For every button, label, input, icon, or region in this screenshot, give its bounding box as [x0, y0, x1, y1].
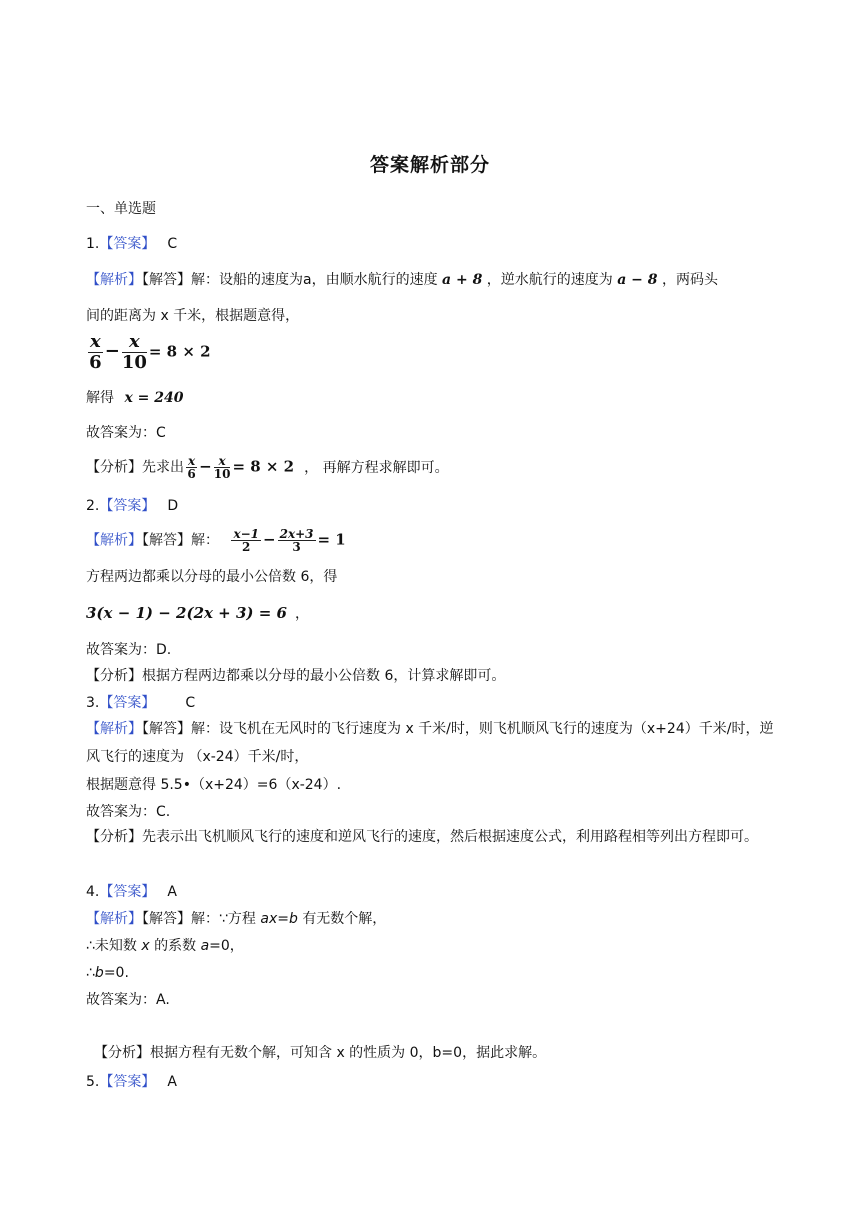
q1-eq-rhs: = 8 × 2: [148, 342, 211, 361]
q3-fenxi-text: 先表示出飞机顺风飞行的速度和逆风飞行的速度，然后根据速度公式，利用路程相等列出方程即可。: [142, 829, 758, 845]
q5-answer-tag: 【答案】: [99, 1074, 156, 1090]
q3-solve-tag: 【解答】: [142, 721, 191, 737]
q2-number: 2.: [86, 498, 100, 514]
q5-number: 5.: [86, 1074, 100, 1090]
q4-line3-b: b: [94, 965, 104, 981]
q4-line2-x: x: [141, 938, 150, 954]
q2-answer: D: [167, 498, 179, 514]
q2-analysis-tag: 【解析】: [86, 532, 142, 549]
q4-line2-a: a: [200, 938, 210, 954]
q4-answer-line: [86, 882, 177, 902]
q1-fenxi-frac2-num: x: [214, 455, 231, 468]
q1-solve-prefix: 解得: [86, 390, 114, 406]
q4-analysis-tag: 【解析】: [86, 911, 142, 927]
q3-fenxi-tag: 【分析】: [86, 829, 142, 845]
q1-fenxi-frac1-num: x: [188, 454, 196, 468]
q1-analysis-line2: 间的距离为 x 千米，根据题意得，: [86, 308, 300, 324]
q1-fenxi-line: [86, 455, 449, 480]
q5-answer: A: [167, 1074, 177, 1090]
q4-analysis-line1: [86, 909, 386, 929]
q2-line3-post: ，: [294, 606, 309, 622]
q4-solve-tag: 【解答】: [142, 911, 191, 927]
q4-text1-pre: 解：∵方程: [191, 911, 256, 927]
q4-fenxi: 根据方程有无数个解，可知含 x 的性质为 0，b=0，据此求解。: [150, 1045, 547, 1061]
q2-analysis-line1: [86, 528, 346, 553]
q1-solve-expr: x = 240: [124, 390, 184, 406]
q4-line2-mid: 的系数: [154, 938, 197, 954]
q4-line2-post: =0，: [209, 938, 244, 954]
q4-text1-post: 有无数个解，: [302, 911, 387, 927]
q2-solve-tag: 【解答】: [142, 532, 191, 549]
q1-fraction-x-over-6: [88, 332, 103, 373]
q3-answer: C: [185, 695, 196, 711]
q2-frac1-num: x−1: [233, 527, 260, 541]
q1-frac2-num: x: [122, 332, 147, 353]
q1-equation: [86, 332, 211, 373]
q3-text: 解：设飞机在无风时的飞行速度为 x 千米/时，则飞机顺风飞行的速度为（x+24）千米/时，逆风飞行的速度为 （x-24）千米/时，: [86, 721, 774, 765]
q2-frac2-num: 2x+3: [279, 527, 314, 541]
q1-solve-line: [86, 388, 184, 408]
q1-answer: C: [167, 236, 178, 252]
q1-fenxi-frac1: [186, 455, 197, 480]
q2-fenxi-line: [86, 666, 505, 686]
q1-fenxi-rhs: = 8 × 2: [232, 457, 295, 476]
q1-fenxi-frac1-den: 6: [187, 467, 196, 481]
q2-fenxi-tag: 【分析】: [86, 668, 142, 684]
q4-conclusion: 故答案为：A.: [86, 992, 170, 1008]
q2-line3-expr: 3(x − 1) − 2(2x + 3) = 6: [86, 604, 287, 622]
q2-rhs: = 1: [317, 530, 346, 549]
q1-expr2: a − 8: [617, 272, 658, 288]
q2-line2: 方程两边都乘以分母的最小公倍数 6，得: [86, 569, 338, 585]
q2-frac1-den: 2: [242, 540, 251, 554]
q2-minus: −: [263, 530, 276, 549]
q3-answer-line: [86, 693, 195, 713]
q3-analysis-tag: 【解析】: [86, 721, 142, 737]
q1-text2: ，逆水航行的速度为: [486, 272, 613, 288]
q1-text1: 解：设船的速度为a，由顺水航行的速度: [191, 272, 438, 288]
q1-frac2-den: 10: [121, 352, 147, 373]
q4-text1-eq: ax=b: [260, 911, 298, 927]
q3-number: 3.: [86, 695, 100, 711]
q2-answer-line: [86, 496, 178, 516]
q2-frac2-den: 3: [292, 540, 301, 554]
q3-conclusion: 故答案为：C.: [86, 804, 171, 820]
q4-answer: A: [167, 884, 177, 900]
q2-line3: [86, 603, 309, 624]
q4-answer-tag: 【答案】: [99, 884, 156, 900]
page-title: 答案解析部分: [369, 154, 490, 176]
q1-minus: −: [104, 340, 120, 362]
q1-fenxi-frac2: [214, 455, 231, 480]
q2-fenxi: 根据方程两边都乘以分母的最小公倍数 6，计算求解即可。: [142, 668, 506, 684]
q1-fenxi-tag: 【分析】: [86, 459, 142, 476]
q4-number: 4.: [86, 884, 100, 900]
section-heading: 一、单选题: [86, 201, 156, 217]
q2-frac2: [278, 528, 316, 553]
q1-expr1: a + 8: [442, 272, 483, 288]
q3-fenxi: [86, 823, 776, 851]
q3-line2: 根据题意得 5.5•（x+24）=6（x-24）.: [86, 777, 342, 793]
q3-answer-tag: 【答案】: [99, 695, 156, 711]
q4-line2: [86, 936, 244, 956]
q1-fenxi-frac2-den: 10: [213, 467, 231, 481]
q4-line3-post: =0.: [103, 965, 129, 981]
q5-answer-line: [86, 1072, 177, 1092]
q4-line2-pre: ∴未知数: [86, 938, 137, 954]
q1-text3: ，两码头: [661, 272, 718, 288]
q1-frac1-num: x: [90, 331, 101, 352]
q1-fenxi-post: ， 再解方程求解即可。: [304, 459, 449, 476]
q1-answer-tag: 【答案】: [99, 236, 156, 252]
q1-fraction-x-over-10: [122, 332, 147, 373]
q1-answer-line: [86, 234, 177, 254]
q4-line3-pre: ∴: [86, 965, 95, 981]
q2-frac1: [231, 528, 261, 553]
q1-frac1-den: 6: [89, 352, 102, 373]
q2-conclusion: 故答案为：D.: [86, 642, 172, 658]
q4-fenxi-line: [94, 1043, 546, 1063]
q2-answer-tag: 【答案】: [99, 498, 156, 514]
q1-number: 1.: [86, 236, 100, 252]
q1-analysis-tag: 【解析】: [86, 272, 142, 288]
q1-solve-tag: 【解答】: [142, 272, 191, 288]
q4-fenxi-tag: 【分析】: [94, 1045, 150, 1061]
q1-conclusion: 故答案为：C: [86, 425, 166, 441]
q4-line3: [86, 963, 129, 983]
q3-analysis: [86, 715, 776, 771]
q1-fenxi-pre: 先求出: [142, 459, 184, 476]
q1-fenxi-minus: −: [199, 457, 212, 476]
q1-analysis-line1: [86, 270, 718, 290]
q2-text1: 解：: [191, 532, 219, 549]
